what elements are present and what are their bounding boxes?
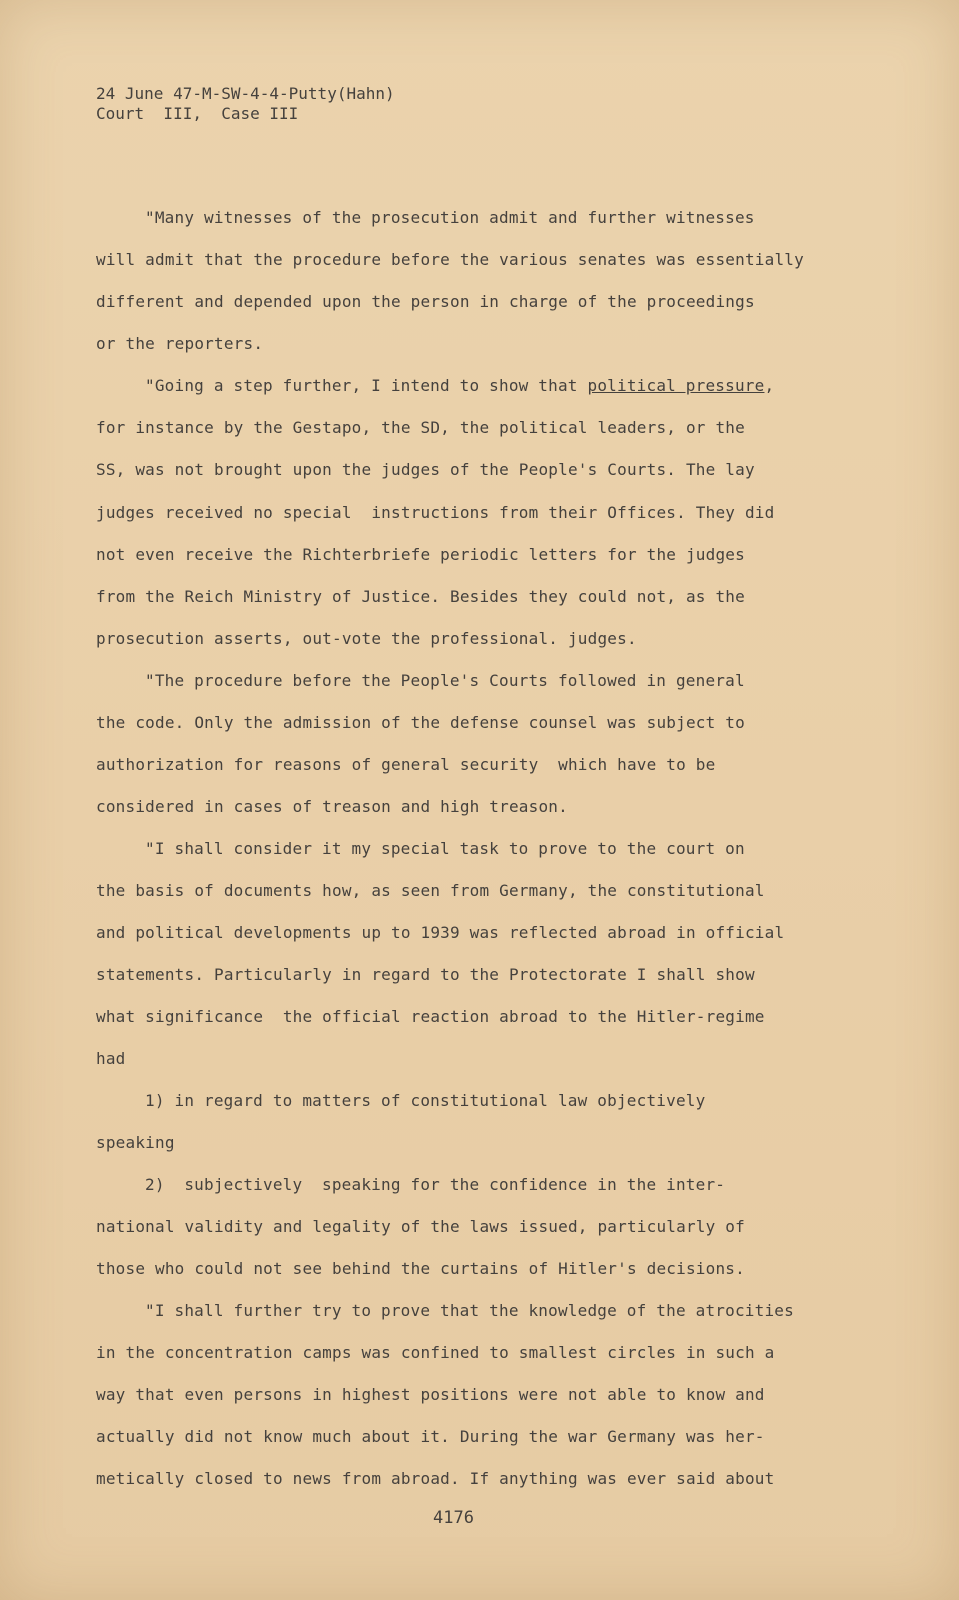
text-line: national validity and legality of the laws issued, particularly of <box>96 1217 745 1236</box>
text-line: actually did not know much about it. During the war Germany was her- <box>96 1427 765 1446</box>
underlined-phrase: political pressure <box>587 376 765 395</box>
text-line: "I shall consider it my special task to prove to the court on <box>145 839 745 858</box>
header-line-2: Court III, Case III <box>96 104 299 123</box>
text-line: authorization for reasons of general security which have to be <box>96 755 716 774</box>
text-line: what significance the official reaction abroad to the Hitler-regime <box>96 1007 765 1026</box>
text-segment: "Going a step further, I intend to show that <box>145 376 588 395</box>
text-line: not even receive the Richterbriefe periodic letters for the judges <box>96 545 745 564</box>
text-line: metically closed to news from abroad. If anything was ever said about <box>96 1469 775 1488</box>
text-line: way that even persons in highest positions were not able to know and <box>96 1385 765 1404</box>
text-line: prosecution asserts, out-vote the professional. judges. <box>96 629 637 648</box>
header-line-1: 24 June 47-M-SW-4-4-Putty(Hahn) <box>96 84 395 103</box>
text-line: 2) subjectively speaking for the confidence in the inter- <box>145 1175 726 1194</box>
text-line: "I shall further try to prove that the knowledge of the atrocities <box>145 1301 794 1320</box>
text-line: SS, was not brought upon the judges of the People's Courts. The lay <box>96 460 755 479</box>
text-line: had <box>96 1049 126 1068</box>
page-number: 4176 <box>433 1508 474 1528</box>
text-line: "The procedure before the People's Courts followed in general <box>145 671 745 690</box>
text-line <box>145 376 774 395</box>
text-line: from the Reich Ministry of Justice. Besides they could not, as the <box>96 587 745 606</box>
text-line: 1) in regard to matters of constitutional law objectively <box>145 1091 706 1110</box>
text-line: for instance by the Gestapo, the SD, the political leaders, or the <box>96 418 745 437</box>
text-line: speaking <box>96 1133 175 1152</box>
text-line: in the concentration camps was confined to smallest circles in such a <box>96 1343 775 1362</box>
text-line: and political developments up to 1939 was reflected abroad in official <box>96 923 785 942</box>
text-line: statements. Particularly in regard to the Protectorate I shall show <box>96 965 755 984</box>
text-line: different and depended upon the person in charge of the proceedings <box>96 292 755 311</box>
text-line: judges received no special instructions from their Offices. They did <box>96 503 775 522</box>
text-line: or the reporters. <box>96 334 264 353</box>
text-line: the code. Only the admission of the defense counsel was subject to <box>96 713 745 732</box>
text-line: those who could not see behind the curtains of Hitler's decisions. <box>96 1259 745 1278</box>
text-line: will admit that the procedure before the various senates was essentially <box>96 250 804 269</box>
text-segment: , <box>764 376 775 395</box>
text-line: the basis of documents how, as seen from Germany, the constitutional <box>96 881 765 900</box>
text-line: considered in cases of treason and high treason. <box>96 797 568 816</box>
text-line: "Many witnesses of the prosecution admit and further witnesses <box>145 208 755 227</box>
